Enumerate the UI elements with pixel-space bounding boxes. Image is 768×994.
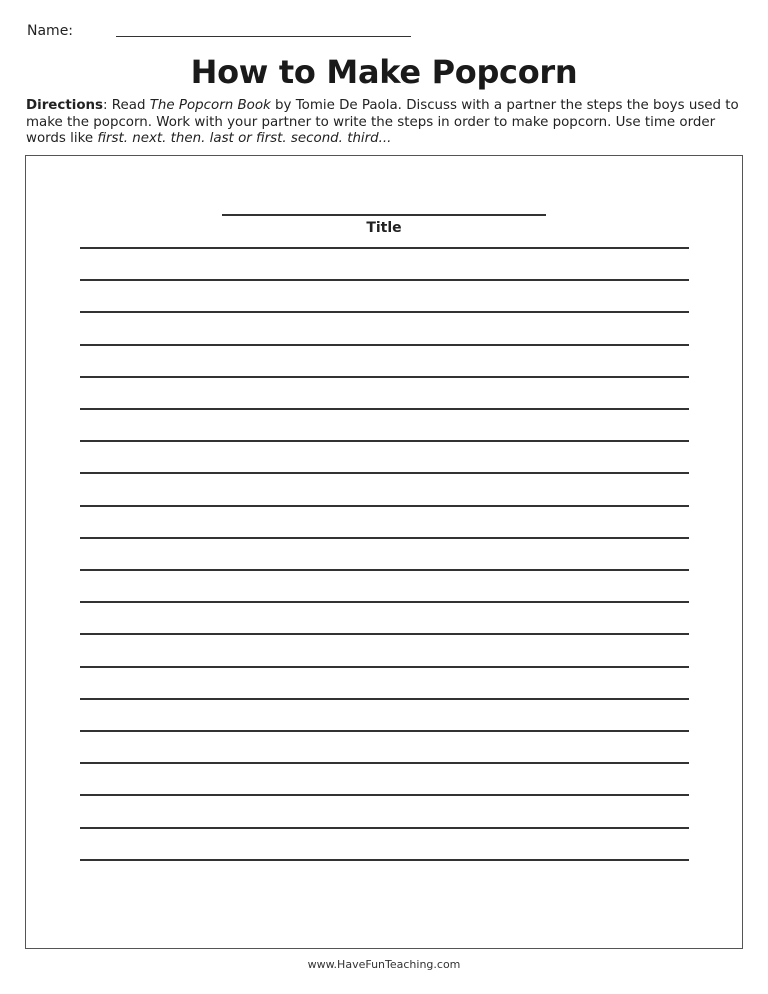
directions-label: Directions (26, 98, 104, 113)
writing-line[interactable] (80, 859, 689, 861)
writing-line[interactable] (80, 472, 689, 474)
directions-text-2: by Tomie De Paola. Discuss with a partner the steps the boys used to make the popcorn. Work with your partner to write the steps in order to make popcorn. Use time order words like (26, 98, 739, 146)
worksheet-title: How to Make Popcorn (190, 53, 578, 91)
directions-text-1: Read (107, 98, 150, 113)
writing-line[interactable] (80, 505, 689, 507)
writing-line[interactable] (80, 537, 689, 539)
writing-line[interactable] (80, 827, 689, 829)
directions-colon: : (103, 98, 108, 113)
writing-line[interactable] (80, 730, 689, 732)
name-row (27, 22, 411, 40)
order-word-examples: first. next. then. last or first. second. third... (97, 131, 392, 146)
title-caption: Title (366, 220, 402, 236)
name-label: Name: (27, 23, 74, 39)
writing-line[interactable] (80, 279, 689, 281)
writing-line[interactable] (80, 376, 689, 378)
writing-line[interactable] (80, 762, 689, 764)
writing-line[interactable] (80, 569, 689, 571)
writing-line[interactable] (80, 794, 689, 796)
title-line[interactable] (222, 214, 546, 216)
writing-line[interactable] (80, 311, 689, 313)
writing-line[interactable] (80, 247, 689, 249)
writing-line[interactable] (80, 633, 689, 635)
writing-line[interactable] (80, 408, 689, 410)
writing-line[interactable] (80, 601, 689, 603)
writing-line[interactable] (80, 666, 689, 668)
writing-line[interactable] (80, 698, 689, 700)
book-title: The Popcorn Book (149, 98, 271, 113)
footer-url: www.HaveFunTeaching.com (307, 958, 461, 971)
writing-line[interactable] (80, 440, 689, 442)
directions (26, 98, 746, 148)
name-line[interactable] (116, 36, 411, 37)
writing-box (25, 155, 743, 949)
writing-line[interactable] (80, 344, 689, 346)
